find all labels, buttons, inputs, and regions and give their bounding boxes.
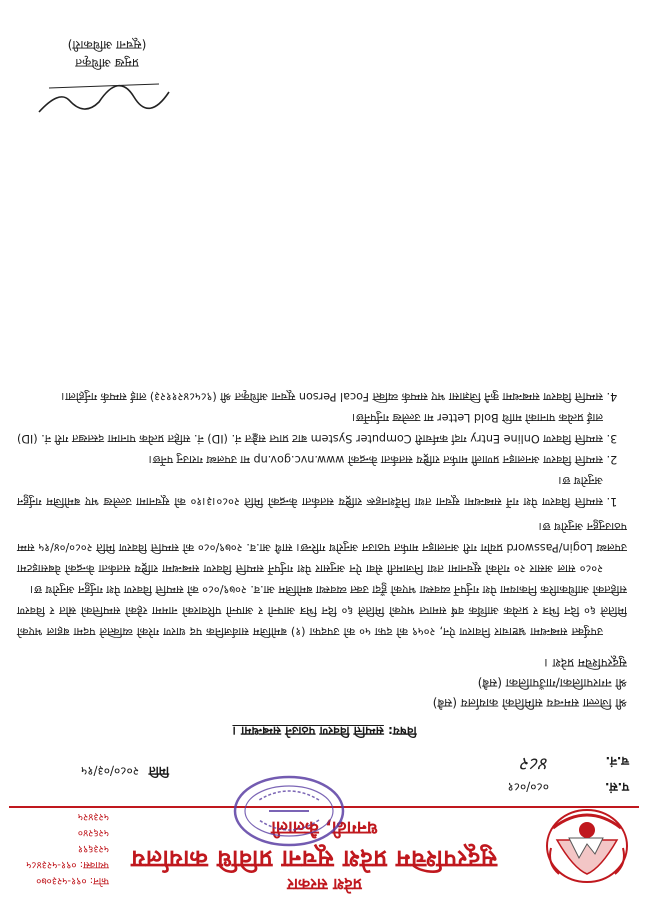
office-name: सुदूरपश्चिम प्रदेश सूचना प्रविधि कार्यालय <box>130 845 498 873</box>
body-paragraph: २०८० साल असार २० गतेको सूचनामा तथा निजामती सेवा ऐन अनुसार पेश गर्नुपर्ने सम्पत्ति विवरण सम्बन्धमा राष्ट्रिय सतर्कता केन्द्रको वेबसाइटमा उपलब्ध Login/Password प्रयोग गरी अनलाइन मार्फत पठाउन अनुरोध गरिन्छ। साथै आ.व. २०७९/०८० को सम्पत्ति विवरण मिति २०८०/०४/१५ सम्म पठाउनुहुन अनुरोध छ। <box>17 520 627 575</box>
body-paragraph: उपर्युक्त सम्बन्धमा भ्रष्टाचार निवारण ऐन, २०५९ को दफा ५० को उपदफा (१) बमोजिम सार्वजनिक पद धारण गरेको व्यक्तिले पदमा बहाल भएको मितिले ६० दिन भित्र र प्रत्येक आर्थिक वर्ष समाप्त भएको मितिले ६० दिन भित्र आफ्नो र आफ्नो परिवारको नाममा रहेको सम्पत्तिको स्रोत र विवरण सहितको आधिकारिक निकायमा पेश गर्नुपर्ने व्यवस्था भएको हुँदा उक्त व्यवस्था बमोजिम आ.व. २०७९/०८० को सम्पत्ति विवरण पेश गर्नुहुन अनुरोध छ। <box>17 583 627 638</box>
contact-phone: फोन: ०९१-५२३०७० <box>36 875 109 886</box>
instruction-list <box>17 386 627 512</box>
contact-number: ५२६२४० <box>77 827 109 838</box>
dispatch-number-value: ४८२ <box>520 753 549 774</box>
signature-icon <box>29 72 179 132</box>
signatory-name: प्रमुख अधिकृत <box>75 56 139 70</box>
contact-number: ५२३४२५ <box>77 811 109 822</box>
contact-number: ५२३६९१ <box>77 843 109 854</box>
letter-body <box>17 386 627 642</box>
addressee-line: श्री जिल्ला समन्वय समितिको कार्यालय (सबै) <box>432 696 627 710</box>
list-item: 4. सम्पत्ति विवरण सम्बन्धमा कुनै जिज्ञासा भए सम्पर्क व्यक्ति Focal Person सूचना अधिकृत श्री (९८५८४२११२३) लाई सम्पर्क गर्नुहोला। <box>17 386 603 407</box>
addressee-line: श्री नगरपालिका/गाउँपालिका (सबै) <box>477 676 627 690</box>
subject-label: विषय: <box>388 724 417 738</box>
official-stamp-icon <box>229 772 349 850</box>
letter-number-label: प.सं. <box>604 780 629 794</box>
letter-number-value: ०८०/०८१ <box>507 780 549 794</box>
list-item: 3. सम्पत्ति विवरण Online Entry गर्दा कर्मचारी Computer System बाट प्राप्त सङ्केत नं. (ID) नं. सहित प्रत्येक पानामा दस्तखत गरी नं. (ID) लाई प्रत्येक पानाको माथि Bold Letter मा उल्लेख गर्नुपर्नेछ। <box>17 407 603 449</box>
contact-fax: फ्याक्स: ०९१-५२३४८५ <box>26 859 109 870</box>
list-item: 2. सम्पत्ति विवरण अनलाइन प्रणाली मार्फत राष्ट्रिय सतर्कता केन्द्रको www.nvc.gov.np मा उपलब्ध गराउनु पर्नेछ। <box>17 449 603 470</box>
addressee-line: सुदूरपश्चिम प्रदेश । <box>544 656 627 670</box>
government-name: प्रदेश सरकार <box>287 875 362 894</box>
office-location: धनगढी, कैलाली <box>271 817 378 838</box>
signatory-title: (सूचना अधिकारी) <box>67 38 147 52</box>
subject-line <box>0 723 649 740</box>
date-value: २०८०/०३/१५ <box>80 764 139 778</box>
dispatch-number-label: च.नं. <box>605 754 629 768</box>
date-label: मिति <box>148 764 169 778</box>
contact-numbers <box>4 808 109 888</box>
list-item: 1. सम्पत्ति विवरण पेश गर्ने सम्बन्धमा सूचना तथा निर्देशनहरू राष्ट्रिय सतर्कता केन्द्रको मिति २०८०।३।१० को सूचनामा उल्लेख भए बमोजिम गर्नुहुन अनुरोध छ। <box>17 470 603 512</box>
subject-text: सम्पत्ति विवरण पठाउने सम्बन्धमा । <box>232 724 384 738</box>
